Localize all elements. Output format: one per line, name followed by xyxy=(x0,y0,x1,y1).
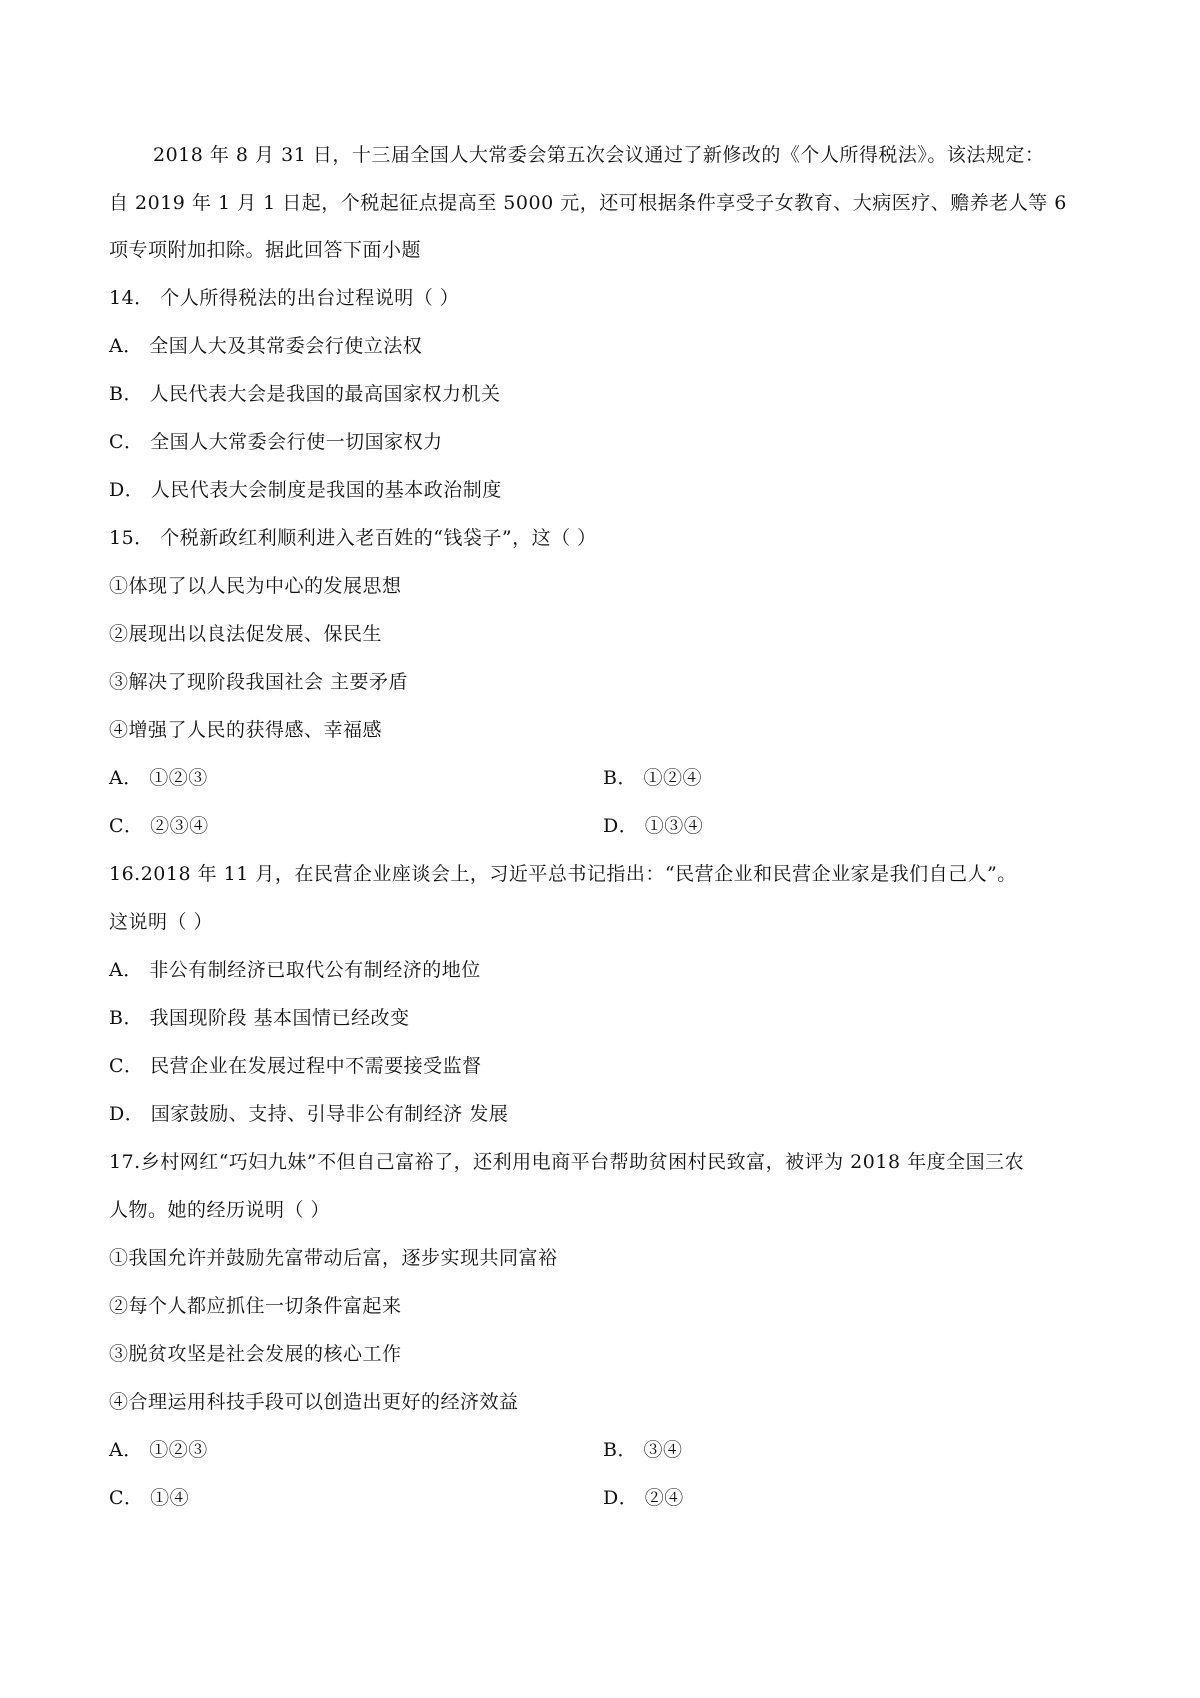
question-15-item-1: ①体现了以人民为中心的发展思想 xyxy=(109,575,402,597)
question-15-item-3: ③解决了现阶段我国社会 主要矛盾 xyxy=(109,671,409,693)
question-17-stem-line-2: 人物。她的经历说明（ ） xyxy=(109,1199,331,1221)
question-14-option-d: D． 人民代表大会制度是我国的基本政治制度 xyxy=(109,479,502,501)
question-14-stem: 14． 个人所得税法的出台过程说明（ ） xyxy=(109,287,460,309)
question-15-item-4: ④增强了人民的获得感、幸福感 xyxy=(109,719,383,741)
intro-line-3: 项专项附加扣除。据此回答下面小题 xyxy=(109,239,422,261)
question-14-option-a: A． 全国人大及其常委会行使立法权 xyxy=(109,335,423,357)
question-15-option-b: B． ①②④ xyxy=(603,767,703,789)
question-15-stem: 15． 个税新政红利顺利进入老百姓的“钱袋子”，这（ ） xyxy=(109,527,597,549)
question-17-option-d: D． ②④ xyxy=(603,1487,684,1509)
question-17-stem-line-1: 17.乡村网红“巧妇九妹”不但自己富裕了，还利用电商平台帮助贫困村民致富，被评为 2018 年度全国三农 xyxy=(109,1151,1025,1173)
question-15-item-2: ②展现出以良法促发展、保民生 xyxy=(109,623,383,645)
question-16-option-a: A． 非公有制经济已取代公有制经济的地位 xyxy=(109,959,481,981)
question-14-option-b: B． 人民代表大会是我国的最高国家权力机关 xyxy=(109,383,501,405)
question-16-option-c: C． 民营企业在发展过程中不需要接受监督 xyxy=(109,1055,482,1077)
question-16-option-d: D． 国家鼓励、支持、引导非公有制经济 发展 xyxy=(109,1103,509,1125)
question-15-option-c: C． ②③④ xyxy=(109,815,209,837)
question-17-item-4: ④合理运用科技手段可以创造出更好的经济效益 xyxy=(109,1391,519,1413)
question-15-option-a: A． ①②③ xyxy=(109,767,208,789)
question-16-stem-line-1: 16.2018 年 11 月，在民营企业座谈会上，习近平总书记指出：“民营企业和民营企业家是我们自己人”。 xyxy=(109,863,1017,885)
question-16-option-b: B． 我国现阶段 基本国情已经改变 xyxy=(109,1007,410,1029)
question-17-option-c: C． ①④ xyxy=(109,1487,190,1509)
intro-line-1: 2018 年 8 月 31 日，十三届全国人大常委会第五次会议通过了新修改的《个人所得税法》。该法规定： xyxy=(153,144,1045,166)
question-16-stem-line-2: 这说明（ ） xyxy=(109,911,214,933)
question-14-option-c: C． 全国人大常委会行使一切国家权力 xyxy=(109,431,443,453)
question-17-option-b: B． ③④ xyxy=(603,1439,683,1461)
question-17-item-2: ②每个人都应抓住一切条件富起来 xyxy=(109,1295,402,1317)
intro-line-2: 自 2019 年 1 月 1 日起，个税起征点提高至 5000 元，还可根据条件享受子女教育、大病医疗、赡养老人等 6 xyxy=(109,192,1067,214)
question-17-option-a: A． ①②③ xyxy=(109,1439,208,1461)
question-17-item-1: ①我国允许并鼓励先富带动后富，逐步实现共同富裕 xyxy=(109,1247,558,1269)
question-17-item-3: ③脱贫攻坚是社会发展的核心工作 xyxy=(109,1343,402,1365)
question-15-option-d: D． ①③④ xyxy=(603,815,704,837)
